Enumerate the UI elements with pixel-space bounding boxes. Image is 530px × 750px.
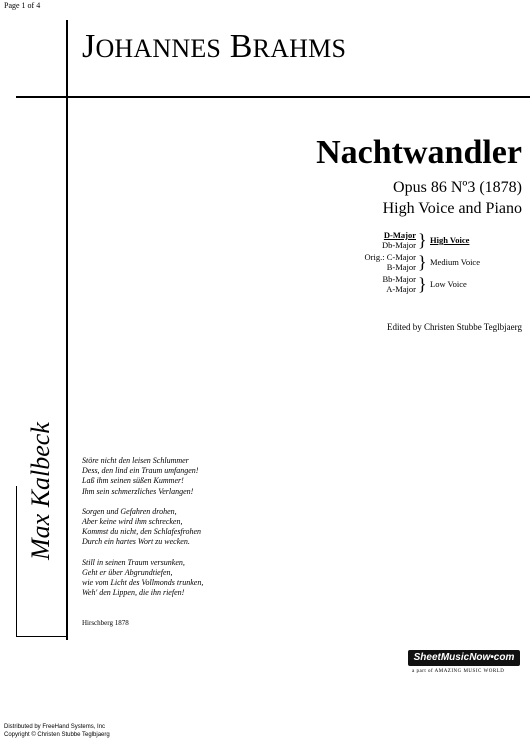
page-number: Page 1 of 4	[4, 1, 41, 10]
poem-stanza	[82, 507, 282, 548]
poem-text	[82, 456, 282, 608]
poem-line: Dess, den lind ein Traum umfangen!	[82, 466, 199, 476]
key-group-medium	[360, 252, 530, 273]
composer-name	[82, 30, 346, 64]
poem-stanza	[82, 558, 282, 599]
poem-place-date: Hirschberg 1878	[82, 619, 129, 627]
key-group-low	[360, 274, 530, 295]
key-names	[382, 274, 416, 294]
poem-line: wie vom Licht des Vollmonds trunken,	[82, 578, 204, 588]
poem-line: Laß ihm seinen süßen Kummer!	[82, 476, 184, 486]
key-names	[382, 230, 416, 250]
song-title: Nachtwandler	[316, 134, 522, 171]
key-name: Bb-Major	[382, 274, 416, 284]
poet-rule-horizontal	[16, 636, 68, 637]
editor-credit: Edited by Christen Stubbe Teglbjaerg	[386, 322, 522, 332]
poem-line: Ihm sein schmerzliches Verlangen!	[82, 486, 194, 496]
key-name: B-Major	[386, 262, 416, 272]
instrumentation: High Voice and Piano	[382, 200, 522, 217]
composer-initial-last: B	[229, 28, 253, 65]
composer-rest-last: RAHMS	[252, 34, 347, 63]
poem-line: Weh' den Lippen, die ihn riefen!	[82, 588, 185, 598]
voice-label: Medium Voice	[430, 257, 480, 267]
key-table	[360, 230, 530, 296]
key-name: Db-Major	[382, 240, 416, 250]
horizontal-rule	[16, 96, 530, 98]
composer-rest-first: OHANNES	[95, 34, 222, 63]
poem-line: Durch ein hartes Wort zu wecken.	[82, 537, 190, 547]
voice-label: High Voice	[430, 235, 470, 245]
brace-icon: }	[418, 252, 427, 272]
key-name: A-Major	[386, 284, 416, 294]
key-names	[365, 252, 416, 272]
brace-icon: }	[418, 230, 427, 250]
logo-tagline: a part of AMAZING MUSIC WORLD	[412, 669, 505, 674]
brace-icon: }	[418, 274, 427, 294]
composer-initial-first: J	[82, 28, 96, 65]
vertical-rule	[66, 20, 68, 640]
key-name: Orig.: C-Major	[364, 252, 416, 262]
poet-rule-vertical	[16, 486, 17, 636]
publisher-logo[interactable]	[408, 650, 522, 678]
footer-copyright: Copyright © Christen Stubbe Teglbjaerg	[4, 732, 110, 738]
poem-line: Sorgen und Gefahren drohen,	[82, 506, 177, 516]
key-name: D-Major	[383, 230, 416, 240]
opus-number: Opus 86 Nº3 (1878)	[393, 179, 522, 196]
poem-line: Aber keine wird ihm schrecken,	[82, 517, 183, 527]
key-group-high	[360, 230, 530, 251]
poem-line: Geht er über Abgrundtiefen,	[82, 567, 173, 577]
poem-line: Störe nicht den leisen Schlummer	[82, 456, 189, 465]
logo-wordmark: SheetMusicNow•com	[408, 650, 520, 666]
poet-name: Max Kalbeck	[26, 422, 55, 560]
footer-distributor: Distributed by FreeHand Systems, Inc	[4, 724, 106, 730]
poem-line: Kommst du nicht, den Schlafesfrohen	[82, 527, 202, 537]
poem-line: Still in seinen Traum versunken,	[82, 557, 185, 567]
poem-stanza	[82, 456, 282, 497]
voice-label: Low Voice	[430, 279, 467, 289]
